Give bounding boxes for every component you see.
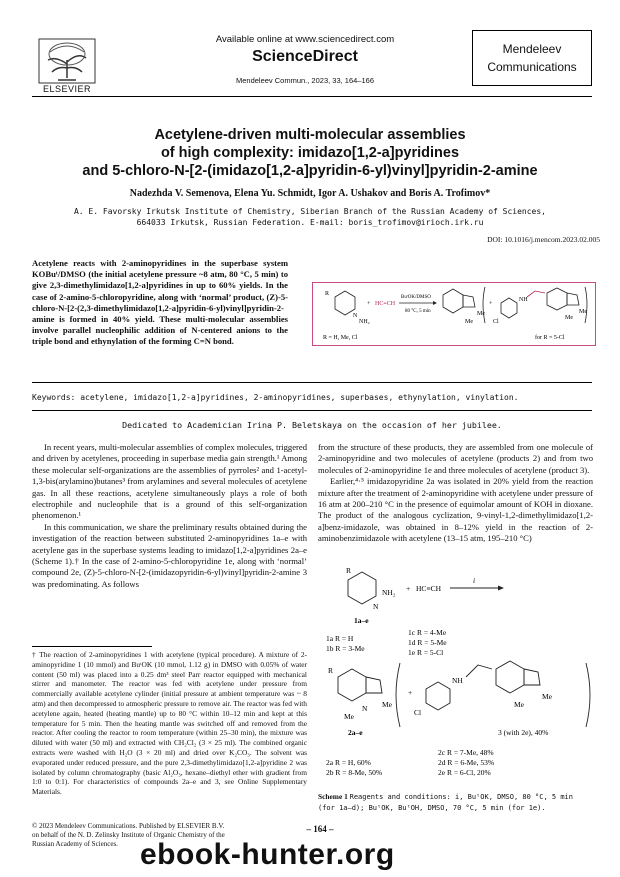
- scheme-r-1b: 1b R = 3-Me: [326, 644, 365, 653]
- scheme-label-3: 3 (with 2e), 40%: [498, 728, 549, 737]
- elsevier-tree-logo: [38, 38, 96, 84]
- ga-acetylene: HC≡CH: [375, 301, 396, 307]
- ga-me-1: Me: [465, 319, 473, 325]
- scheme-caption: [318, 792, 593, 813]
- ga-r-values: R = H, Me, Cl: [323, 335, 358, 341]
- keywords: [32, 393, 592, 402]
- scheme-me-b: Me: [382, 700, 392, 709]
- journal-name-line1: Mendeleev: [502, 42, 562, 56]
- ga-me-3: Me: [565, 315, 573, 321]
- dedication: Dedicated to Academician Irina P. Beletskaya on the occasion of her jubilee.: [122, 420, 502, 430]
- scheme-compound-3: [414, 661, 553, 737]
- body-paragraph-3: from the structure of these products, they are assembled from one molecule of 2-aminopyridine and two molecules of acetylene (products 2) and from two molecules of 2-aminopyridine 1e and three molecules of acetylene (product 3).: [318, 442, 593, 475]
- ga-cl-label: Cl: [493, 319, 499, 325]
- ga-aminopyridine: [325, 291, 370, 325]
- scheme-n-1: N: [373, 602, 379, 611]
- copyright-line-3: Russian Academy of Sciences.: [32, 840, 118, 848]
- ga-imidazopyridine: [443, 289, 485, 325]
- scheme-plus-1: +: [406, 584, 411, 593]
- publisher-logo-text: ELSEVIER: [42, 84, 92, 94]
- scheme-caption-label: Scheme 1: [318, 792, 348, 801]
- keywords-divider: [32, 410, 592, 411]
- keywords-list: acetylene, imidazo[1,2-a]pyridines, 2-aminopyridines, superbases, ethynylation, vinylation.: [80, 393, 519, 402]
- scheme-me-a: Me: [344, 712, 354, 721]
- affiliation: [60, 206, 560, 228]
- journal-name-box: [472, 30, 592, 86]
- title-line-2: of high complexity: imidazo[1,2-a]pyridines: [160, 145, 460, 161]
- scheme-me-d: Me: [542, 692, 552, 701]
- scheme-r-1c: 1c R = 4-Me: [408, 628, 447, 637]
- scheme-acetylene: HC≡CH: [416, 584, 442, 593]
- scheme-yield-2b: 2b R = 8-Me, 50%: [326, 768, 383, 777]
- body-paragraph-2: In this communication, we share the preliminary results obtained during the investigation of the reaction between substituted 2-aminopyridines 1a–e with acetylene gas in the superbase systems leading to imidazo[1,2-a]pyridines 2a–e (Scheme 1).† In the case of 2-amino-5-chloropyridine 1e, along with ‘normal’ compound 2e, (Z)-5-chloro-N-[2-(imidazopyridin-6-yl)vinyl]pyridin-2-amine 3 was predominating. As follows: [32, 521, 307, 589]
- scheme-yield-2c: 2c R = 7-Me, 48%: [438, 748, 494, 757]
- author-list: Nadezhda V. Semenova, Elena Yu. Schmidt, Igor A. Ushakov and Boris A. Trofimov*: [129, 188, 491, 199]
- journal-name-line2: Communications: [487, 60, 577, 74]
- scheme-r-1: R: [346, 566, 352, 575]
- copyright-line-2: on behalf of the N. D. Zelinsky Institute of Organic Chemistry of the: [32, 831, 225, 839]
- scheme-plus-2: +: [408, 688, 413, 697]
- scheme-aminopyridine: [346, 566, 396, 625]
- availability-line[interactable]: Available online at www.sciencedirect.com: [215, 34, 395, 45]
- abstract-text: Acetylene reacts with 2-aminopyridines in the superbase system KOBuᵗ/DMSO (the initial acetylene pressure ~8 atm, 80 °C, 5 min) to give 2,3-dimethylimidazo[1,2-a]pyridines in up to 60% yields. In the case of 2-amino-5-chloropyridine, along with ‘normal’ product, (Z)-5-chloro-N-[2-(2,3-dimethylimidazo[1,2-a]pyridin-6-yl)vinyl]pyridin-2-amine is formed in 40% yield. These multi-molecular assemblies involve parallel nucleophilic addition of N-centered anions to the triple bond and ethynylation of the forming C=N bond.: [32, 258, 288, 347]
- scheme-nh: NH: [452, 676, 463, 685]
- scheme-arrow-head: [498, 586, 504, 591]
- body-paragraph-1: In recent years, multi-molecular assemblies of complex molecules, triggered and driven by acetylenes, proceeding in superbase media gain strength.¹ Among these molecular self-organizations are the assemblies of pyrroles² and 1-acetyl-1,3-bis(arylamino)butanes³ from arylamines and several molecules of acetylene gas. In all these reactions, acetylene simultaneously plays a role of both electrophile and nucleophile that is a ground of this self-organization phenomenon.¹: [32, 442, 307, 521]
- sciencedirect-logo: [160, 48, 450, 66]
- scheme-yield-2d: 2d R = 6-Me, 53%: [438, 758, 495, 767]
- platform-name: ScienceDirect: [252, 48, 358, 65]
- scheme-arrow-label: i: [473, 576, 476, 585]
- abstract-divider: [32, 382, 592, 383]
- scheme-yield-2e: 2e R = 6-Cl, 20%: [438, 768, 491, 777]
- ga-r-condition: for R = 5-Cl: [535, 335, 565, 341]
- scheme-yield-2a: 2a R = H, 60%: [326, 758, 371, 767]
- scheme-label-2ae: 2a–e: [348, 728, 363, 737]
- watermark-text: ebook-hunter.org: [140, 838, 395, 871]
- ga-plus-1: +: [367, 301, 371, 307]
- scheme-caption-text: Reagents and conditions: i, BuᵗOK, DMSO, 80 °C, 5 min (for 1a–d); BuᵗOK, BuᵗOH, DMSO, 70 °C, 5 min (for 1e).: [318, 793, 573, 812]
- ga-r-label: R: [325, 291, 330, 297]
- scheme-r-1e: 1e R = 5-Cl: [408, 648, 444, 657]
- ga-conditions-top: BuᵗOK/DMSO: [401, 295, 431, 300]
- ga-nh-label: NH: [519, 297, 528, 303]
- affiliation-line-2[interactable]: 664033 Irkutsk, Russian Federation. E-mail: boris_trofimov@irioch.irk.ru: [136, 218, 484, 227]
- article-title: [40, 126, 580, 180]
- ga-nh2-label: NH₂: [359, 319, 370, 325]
- ga-me-2: Me: [477, 311, 485, 317]
- footnote-divider: [32, 646, 152, 647]
- title-line-1: Acetylene-driven multi-molecular assemblies: [154, 127, 466, 143]
- footnote-procedure: † The reaction of 2-aminopyridines 1 with acetylene (typical procedure). A mixture of 2-aminopyridine 1 (10 mmol) and BuᵗOK (10 mmol, 1.12 g) in DMSO with 0.05% of water content (50 ml) was placed into a 0.25 dm³ steel Parr reactor equipped with mechanical stirrer and manometer. The reactor was fed with acetylene under pressure from commercially available acetylene cylinder (initial pressure at ambient temperature was ~ 8 atm) and then decompressed to atmospheric pressure to remove air. The reactor was fed with acetylene again, heated (heating mantle) up to 80 °C within 10–12 min and kept at this temperature for 5 min. Then the heating mantle was switched off and removed from the reactor. After cooling the reactor to room temperature (within 25–30 min), the mixture was diluted with water (50 ml) and extracted with CH₂Cl₂ (3 × 25 ml). The combined organic extracts were washed with H₂O (3 × 20 ml) and dried over K₂CO₃. The solvent was evaporated under reduced pressure, and the pure 2,3-dimethylimidazo[1,2-a]pyridine 2 was isolated by column chromatography (basic Al₂O₃, hexane–diethyl ether with gradient from 1:0 to 0:1). For characteristics of compounds 2a–e and 3, see Online Supplementary Materials.: [32, 650, 307, 797]
- keywords-label: Keywords:: [32, 393, 76, 402]
- page-number: – 164 –: [306, 824, 334, 834]
- affiliation-line-1: A. E. Favorsky Irkutsk Institute of Chemistry, Siberian Branch of the Russian Academy of Sciences,: [73, 207, 546, 216]
- ga-arrow-head: [433, 301, 437, 305]
- scheme-imidazopyridine: [328, 666, 393, 737]
- ga-n-label: N: [353, 313, 358, 319]
- scheme-cl: Cl: [414, 708, 422, 717]
- ga-plus-2: +: [489, 301, 493, 307]
- title-line-3: and 5-chloro-N-[2-(imidazo[1,2-a]pyridin-6-yl)vinyl]pyridin-2-amine: [82, 163, 538, 179]
- doi-link[interactable]: DOI: 10.1016/j.mencom.2023.02.005: [487, 235, 600, 244]
- header-divider: [32, 96, 592, 97]
- ga-vinyl-amine: [493, 288, 587, 325]
- scheme-r-1d: 1d R = 5-Me: [408, 638, 447, 647]
- ga-me-4: Me: [579, 309, 587, 315]
- scheme-r-2: R: [328, 666, 334, 675]
- ga-conditions-bottom: 80 °C, 5 min: [405, 309, 431, 314]
- scheme-nh2: NH₂: [382, 588, 396, 597]
- journal-citation: Mendeleev Commun., 2023, 33, 164–166: [235, 76, 374, 85]
- scheme-me-c: Me: [514, 700, 524, 709]
- body-left-column: [32, 442, 307, 590]
- graphical-abstract: [312, 282, 596, 346]
- scheme-label-1ae: 1a–e: [354, 616, 369, 625]
- body-right-column: [318, 442, 593, 545]
- copyright-line-1: © 2023 Mendeleev Communications. Published by ELSEVIER B.V.: [32, 822, 225, 830]
- scheme-r-1a: 1a R = H: [326, 634, 354, 643]
- scheme-1-figure: [318, 565, 593, 805]
- body-paragraph-4: Earlier,⁴·⁵ imidazopyridine 2a was isolated in 20% yield from the reaction mixture after the treatment of 2-aminopyridine with acetylene under pressure of 16 atm at 200–210 °C in the presence of equimolar amount of KOH in dioxane. The product of the analogous cyclization, 9-vinyl-1,2-dimethylimidazo[1,2-a]benz-imidazole, was obtained in 8–12% yield in the reaction of 2-aminobenzimidazole with acetylene (13–15 atm, 195–210 °C): [318, 476, 593, 544]
- scheme-n-2: N: [362, 704, 368, 713]
